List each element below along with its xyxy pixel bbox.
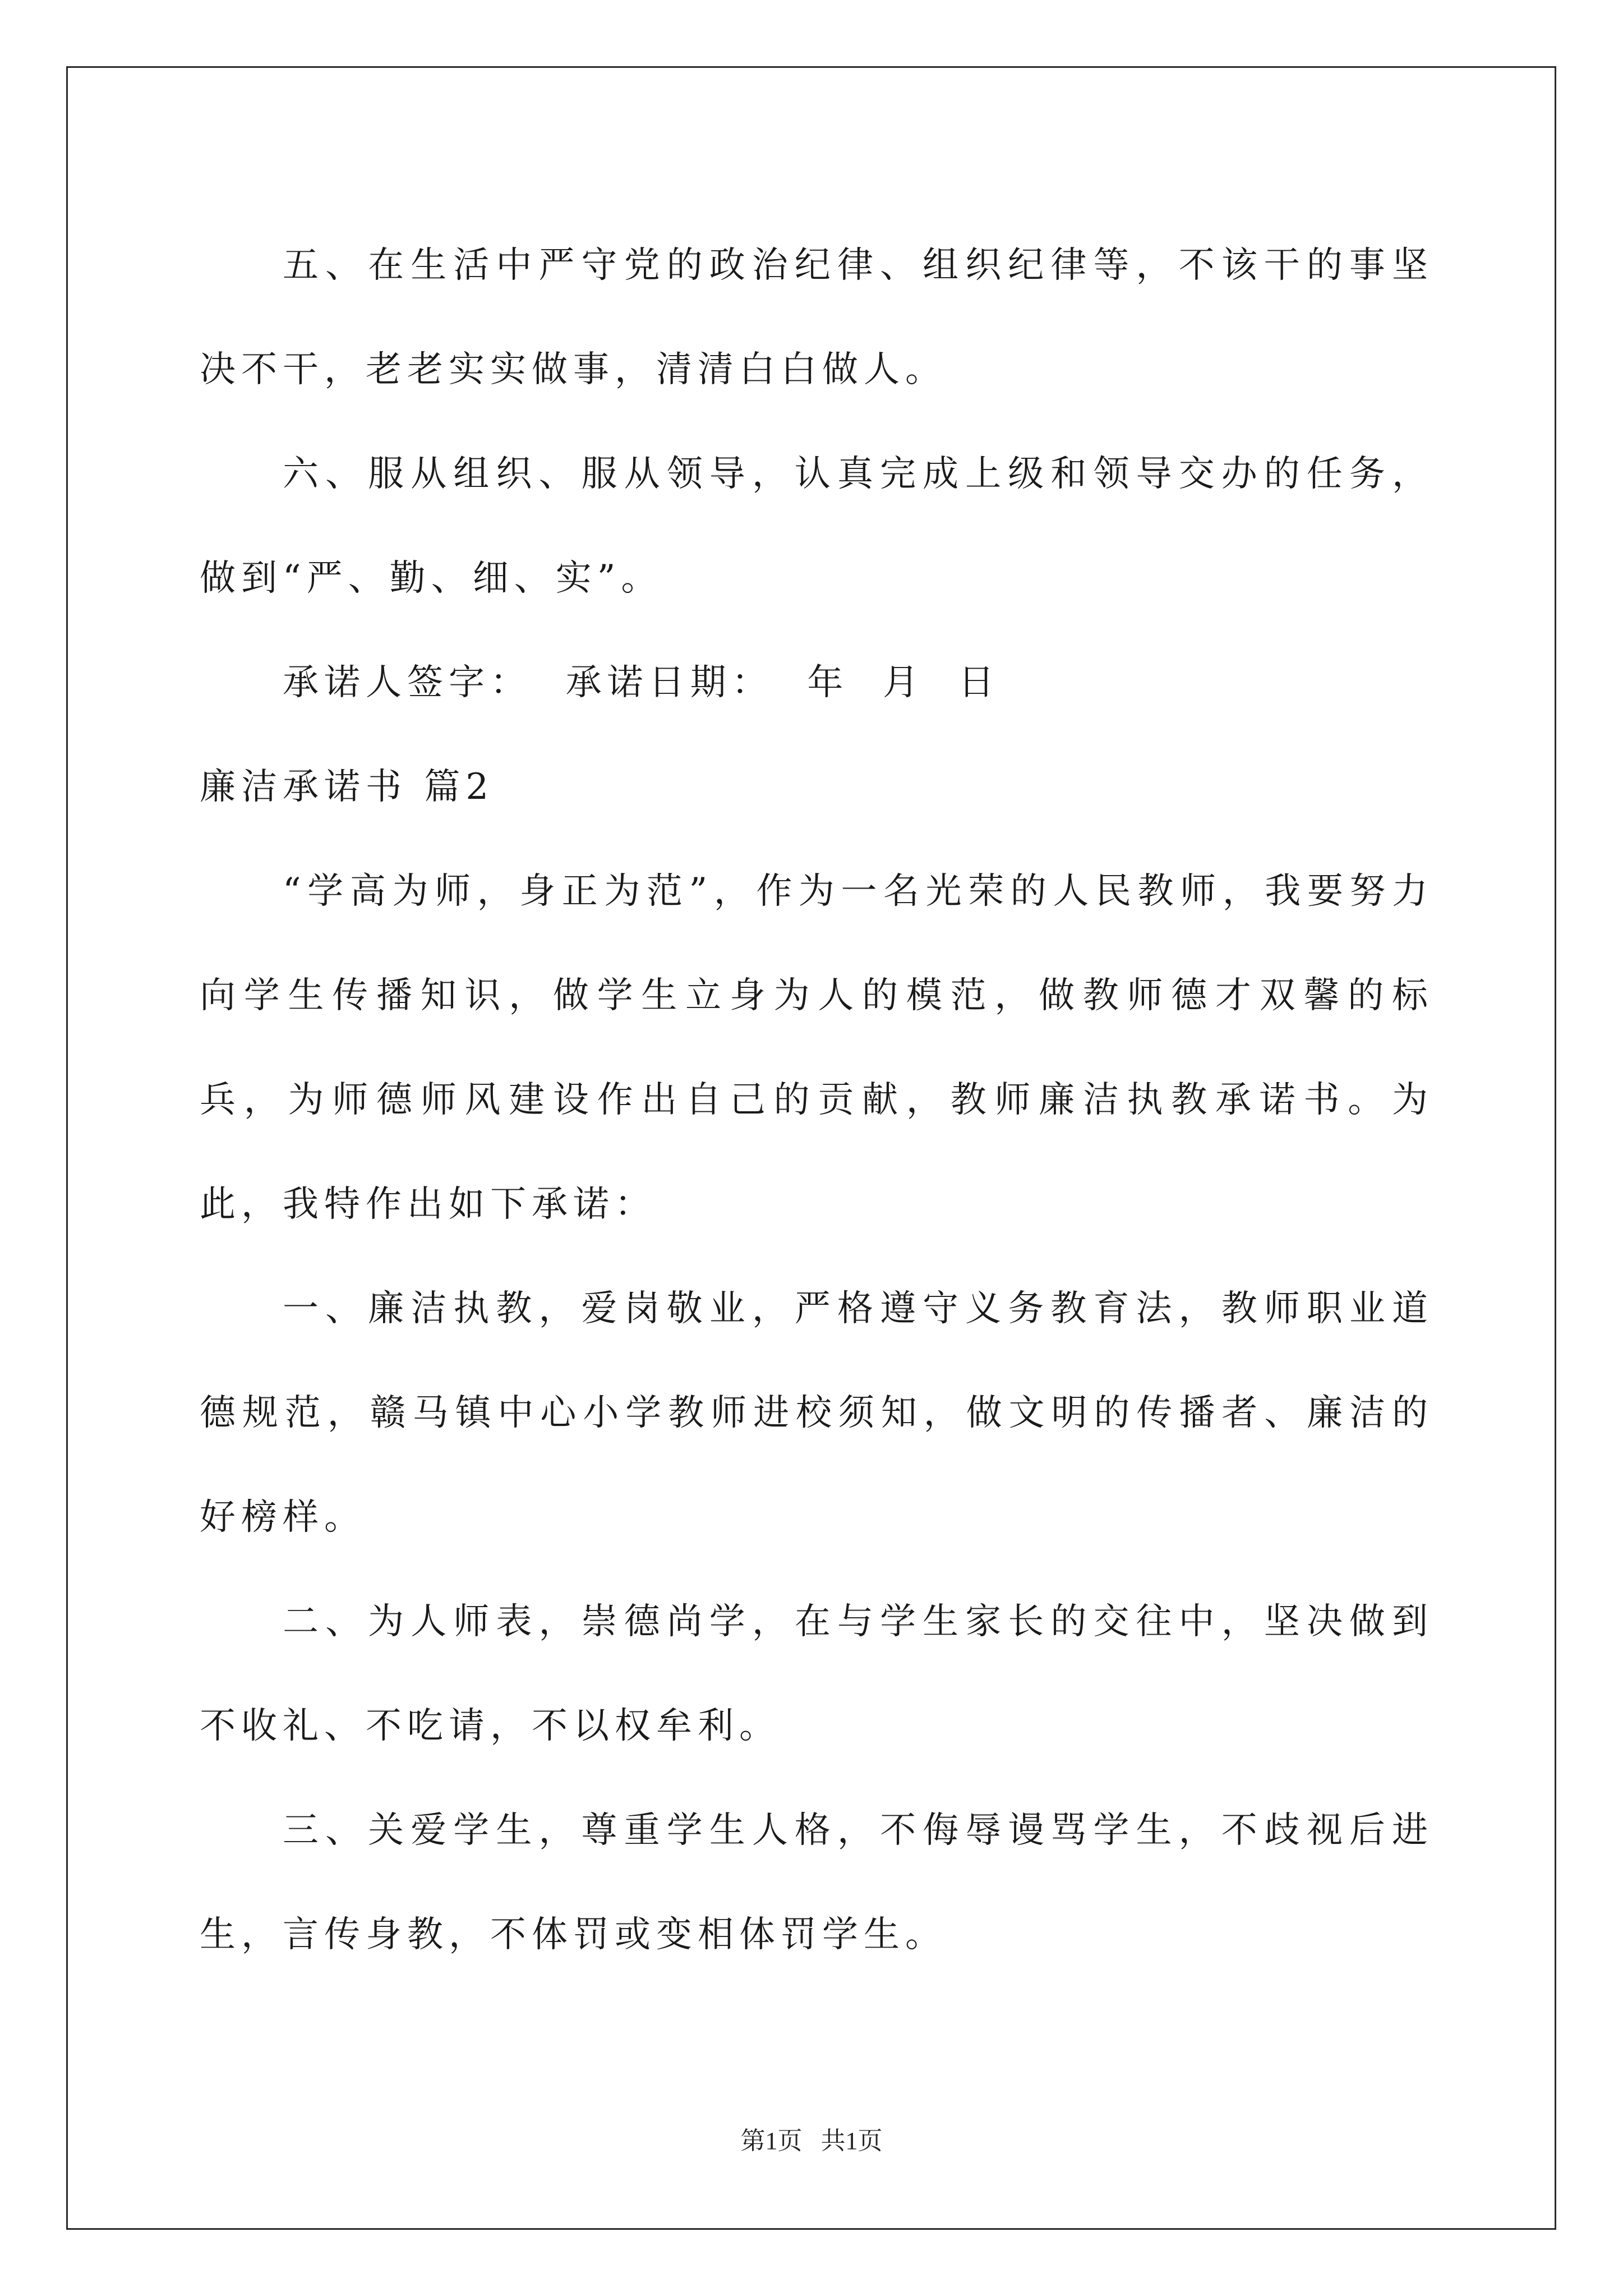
paragraph-six: 六、服从组织、服从领导，认真完成上级和领导交办的任务，做到“严、勤、细、实”。 <box>200 453 1433 599</box>
paragraph-five: 五、在生活中严守党的政治纪律、组织纪律等，不该干的事坚决不干，老老实实做事，清清白白做人。 <box>200 245 1433 390</box>
signature-line: 承诺人签字： 承诺日期： 年 月 日 <box>283 662 1000 703</box>
paragraph-intro: “学高为师，身正为范”，作为一名光荣的人民教师，我要努力向学生传播知识，做学生立身为人的模范，做教师德才双馨的标兵，为师德师风建设作出自己的贡献，教师廉洁执教承诺书。为此，我特作出如下承诺： <box>200 871 1433 1225</box>
section-heading: 廉洁承诺书 篇2 <box>200 766 495 808</box>
paragraph-two: 二、为人师表，崇德尚学，在与学生家长的交往中，坚决做到不收礼、不吃请，不以权牟利。 <box>200 1601 1433 1747</box>
page-footer: 第1页 共1页 <box>740 2127 883 2155</box>
document-body <box>200 213 1433 1987</box>
paragraph-three: 三、关爱学生，尊重学生人格，不侮辱谩骂学生，不歧视后进生，言传身教，不体罚或变相体罚学生。 <box>200 1810 1433 1955</box>
paragraph-one: 一、廉洁执教，爱岗敬业，严格遵守义务教育法，教师职业道德规范，赣马镇中心小学教师进校须知，做文明的传播者、廉洁的好榜样。 <box>200 1288 1433 1538</box>
